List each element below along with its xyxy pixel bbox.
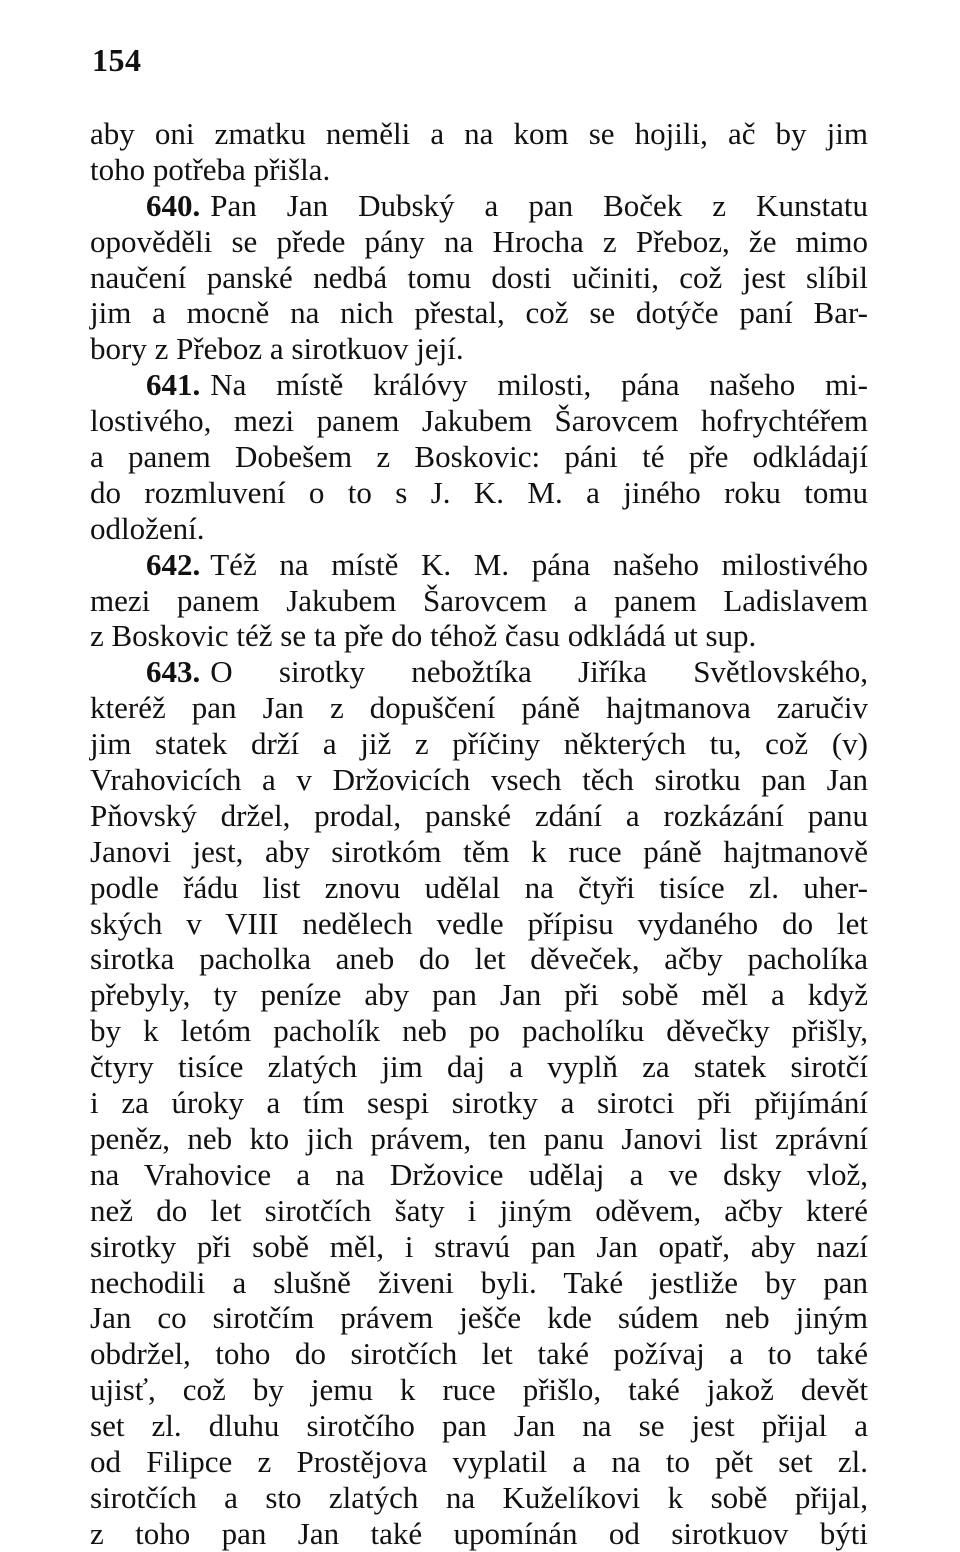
text-line: i za úroky a tím sespi sirotky a sirotci při přijímání bbox=[90, 1085, 868, 1121]
text-line: odložení. bbox=[90, 510, 205, 546]
text-line: Pňovský držel, prodal, panské zdání a rozkázání panu bbox=[90, 797, 868, 833]
text-line: Též na místě K. M. pána našeho milostivého bbox=[210, 546, 868, 582]
text-line: z toho pan Jan také upomínán od sirotkuov býti bbox=[90, 1515, 868, 1551]
text-line: jim statek drží a již z příčiny některých tu, což (v) bbox=[90, 726, 868, 762]
text-line: sirotka pacholka aneb do let děveček, ačby pacholíka bbox=[90, 941, 868, 977]
text-line: toho potřeba přišla. bbox=[90, 151, 331, 187]
text-line: by k letóm pacholík neb po pacholíku děvečky přišly, bbox=[90, 1013, 868, 1049]
text-line: Na místě králóvy milosti, pána našeho mi- bbox=[210, 367, 868, 403]
text-line: ujisť, což by jemu k ruce přišlo, také jakož devět bbox=[90, 1372, 868, 1408]
text-line: jim a mocně na nich přestal, což se dotýče paní Bar- bbox=[90, 295, 868, 331]
text-line: Janovi jest, aby sirotkóm těm k ruce páně hajtmanově bbox=[90, 833, 868, 869]
text-line: sirotky při sobě měl, i stravú pan Jan opatř, aby nazí bbox=[90, 1228, 868, 1264]
text-line: na Vrahovice a na Držovice udělaj a ve dsky vlož, bbox=[90, 1156, 868, 1192]
text-line: z Boskovic též se ta pře do téhož času odkládá ut sup. bbox=[90, 618, 757, 654]
text-line: podle řádu list znovu udělal na čtyři tisíce zl. uher- bbox=[90, 869, 868, 905]
paragraph-first-line bbox=[90, 188, 868, 224]
text-line: opověděli se přede pány na Hrocha z Přeboz, že mimo bbox=[90, 223, 868, 259]
text-line: do rozmluvení o to s J. K. M. a jiného roku tomu bbox=[90, 474, 868, 510]
text-line: aby oni zmatku neměli a na kom se hojili, ač by jim bbox=[90, 116, 868, 151]
text-line: Jan co sirotčím právem ješče kde súdem neb jiným bbox=[90, 1300, 868, 1336]
text-line: obdržel, toho do sirotčích let také požívaj a to také bbox=[90, 1336, 868, 1372]
text-line: naučení panské nedbá tomu dosti učiniti, což jest slíbil bbox=[90, 259, 868, 295]
text-line: peněz, neb kto jich právem, ten panu Janovi list zprávní bbox=[90, 1120, 868, 1156]
text-line: přebyly, ty peníze aby pan Jan při sobě měl a když bbox=[90, 977, 868, 1013]
text-line: čtyry tisíce zlatých jim daj a vyplň za statek sirotčí bbox=[90, 1049, 868, 1085]
text-line: set zl. dluhu sirotčího pan Jan na se jest přijal a bbox=[90, 1408, 868, 1444]
text-line: od Filipce z Prostějova vyplatil a na to pět set zl. bbox=[90, 1443, 868, 1479]
paragraph-first-line bbox=[90, 654, 868, 690]
paragraph-number: 640. bbox=[146, 187, 201, 223]
text-line: Pan Jan Dubský a pan Boček z Kunstatu bbox=[210, 187, 868, 223]
paragraph-first-line bbox=[90, 547, 868, 583]
paragraph-number: 642. bbox=[146, 546, 201, 582]
text-line: mezi panem Jakubem Šarovcem a panem Ladislavem bbox=[90, 582, 868, 618]
text-line: O sirotky nebožtíka Jiříka Světlovského, bbox=[210, 654, 868, 690]
text-line: bory z Přeboz a sirotkuov její. bbox=[90, 331, 464, 367]
text-line: sirotčích a sto zlatých na Kuželíkovi k sobě přijal, bbox=[90, 1479, 868, 1515]
paragraph-first-line bbox=[90, 367, 868, 403]
body-text bbox=[90, 116, 868, 1552]
text-line: lostivého, mezi panem Jakubem Šarovcem hofrychtéřem bbox=[90, 403, 868, 439]
text-line: ských v VIII nedělech vedle přípisu vydaného do let bbox=[90, 905, 868, 941]
page-number: 154 bbox=[92, 42, 142, 78]
text-line: a panem Dobešem z Boskovic: páni té pře odkládají bbox=[90, 439, 868, 475]
text-line: Vrahovicích a v Držovicích vsech těch sirotku pan Jan bbox=[90, 762, 868, 798]
text-line: kteréž pan Jan z dopuščení páně hajtmanova zaručiv bbox=[90, 690, 868, 726]
paragraph-number: 643. bbox=[146, 654, 201, 690]
paragraph-number: 641. bbox=[146, 367, 201, 403]
text-line: než do let sirotčích šaty i jiným oděvem, ačby které bbox=[90, 1192, 868, 1228]
text-line: nechodili a slušně živeni byli. Také jestliže by pan bbox=[90, 1264, 868, 1300]
